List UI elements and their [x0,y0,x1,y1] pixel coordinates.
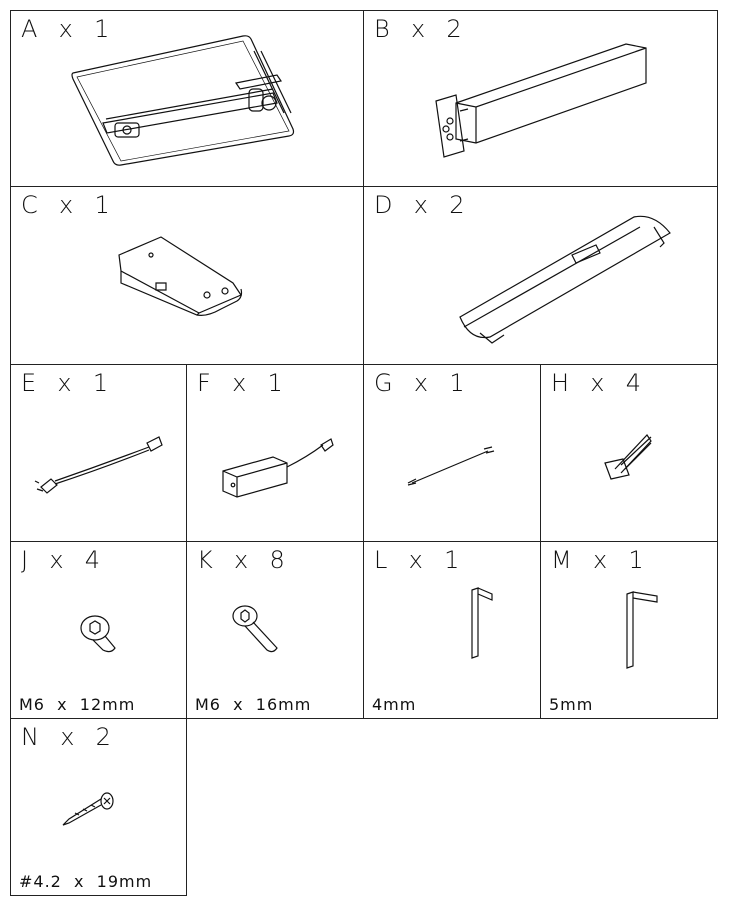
part-f-cell [186,364,364,542]
part-j-cell [10,541,187,719]
hex-key-4mm-drawing [364,542,542,720]
part-g-cell [363,364,541,542]
part-j-caption: M6 x 12mm [19,695,136,714]
part-k-cell [186,541,364,719]
part-n-cell [10,718,187,896]
part-a-cell [10,10,364,187]
part-h-cell [540,364,718,542]
part-l-cell [363,541,541,719]
part-n-caption: #4.2 x 19mm [19,872,153,891]
part-b-label: B x 2 [374,15,464,43]
wood-screw-drawing [11,719,188,897]
part-l-caption: 4mm [372,695,417,714]
part-e-label: E x 1 [21,369,111,397]
part-e-cell [10,364,187,542]
foot-drawing [364,187,719,366]
part-k-label: K x 8 [197,546,287,574]
part-b-cell [363,10,718,187]
part-m-cell [540,541,718,719]
power-cord-drawing [11,365,188,543]
part-k-caption: M6 x 16mm [195,695,312,714]
part-d-label: D x 2 [374,191,467,219]
part-f-label: F x 1 [197,369,285,397]
bolt-m6x16-drawing [187,542,365,720]
bolt-m6x12-drawing [11,542,188,720]
part-g-label: G x 1 [374,369,467,397]
power-adapter-drawing [187,365,365,543]
cable-tie-drawing [541,365,719,543]
part-c-cell [10,186,364,365]
part-j-label: J x 4 [21,546,103,574]
part-m-caption: 5mm [549,695,594,714]
cable-drawing [364,365,542,543]
desk-frame-drawing [11,11,365,188]
part-a-label: A x 1 [21,15,112,43]
part-h-label: H x 4 [551,369,644,397]
part-n-label: N x 2 [21,723,113,751]
part-l-label: L x 1 [374,546,462,574]
hex-key-5mm-drawing [541,542,719,720]
part-c-label: C x 1 [21,191,112,219]
control-box-drawing [11,187,365,366]
leg-column-drawing [364,11,719,188]
part-m-label: M x 1 [551,546,646,574]
part-d-cell [363,186,718,365]
